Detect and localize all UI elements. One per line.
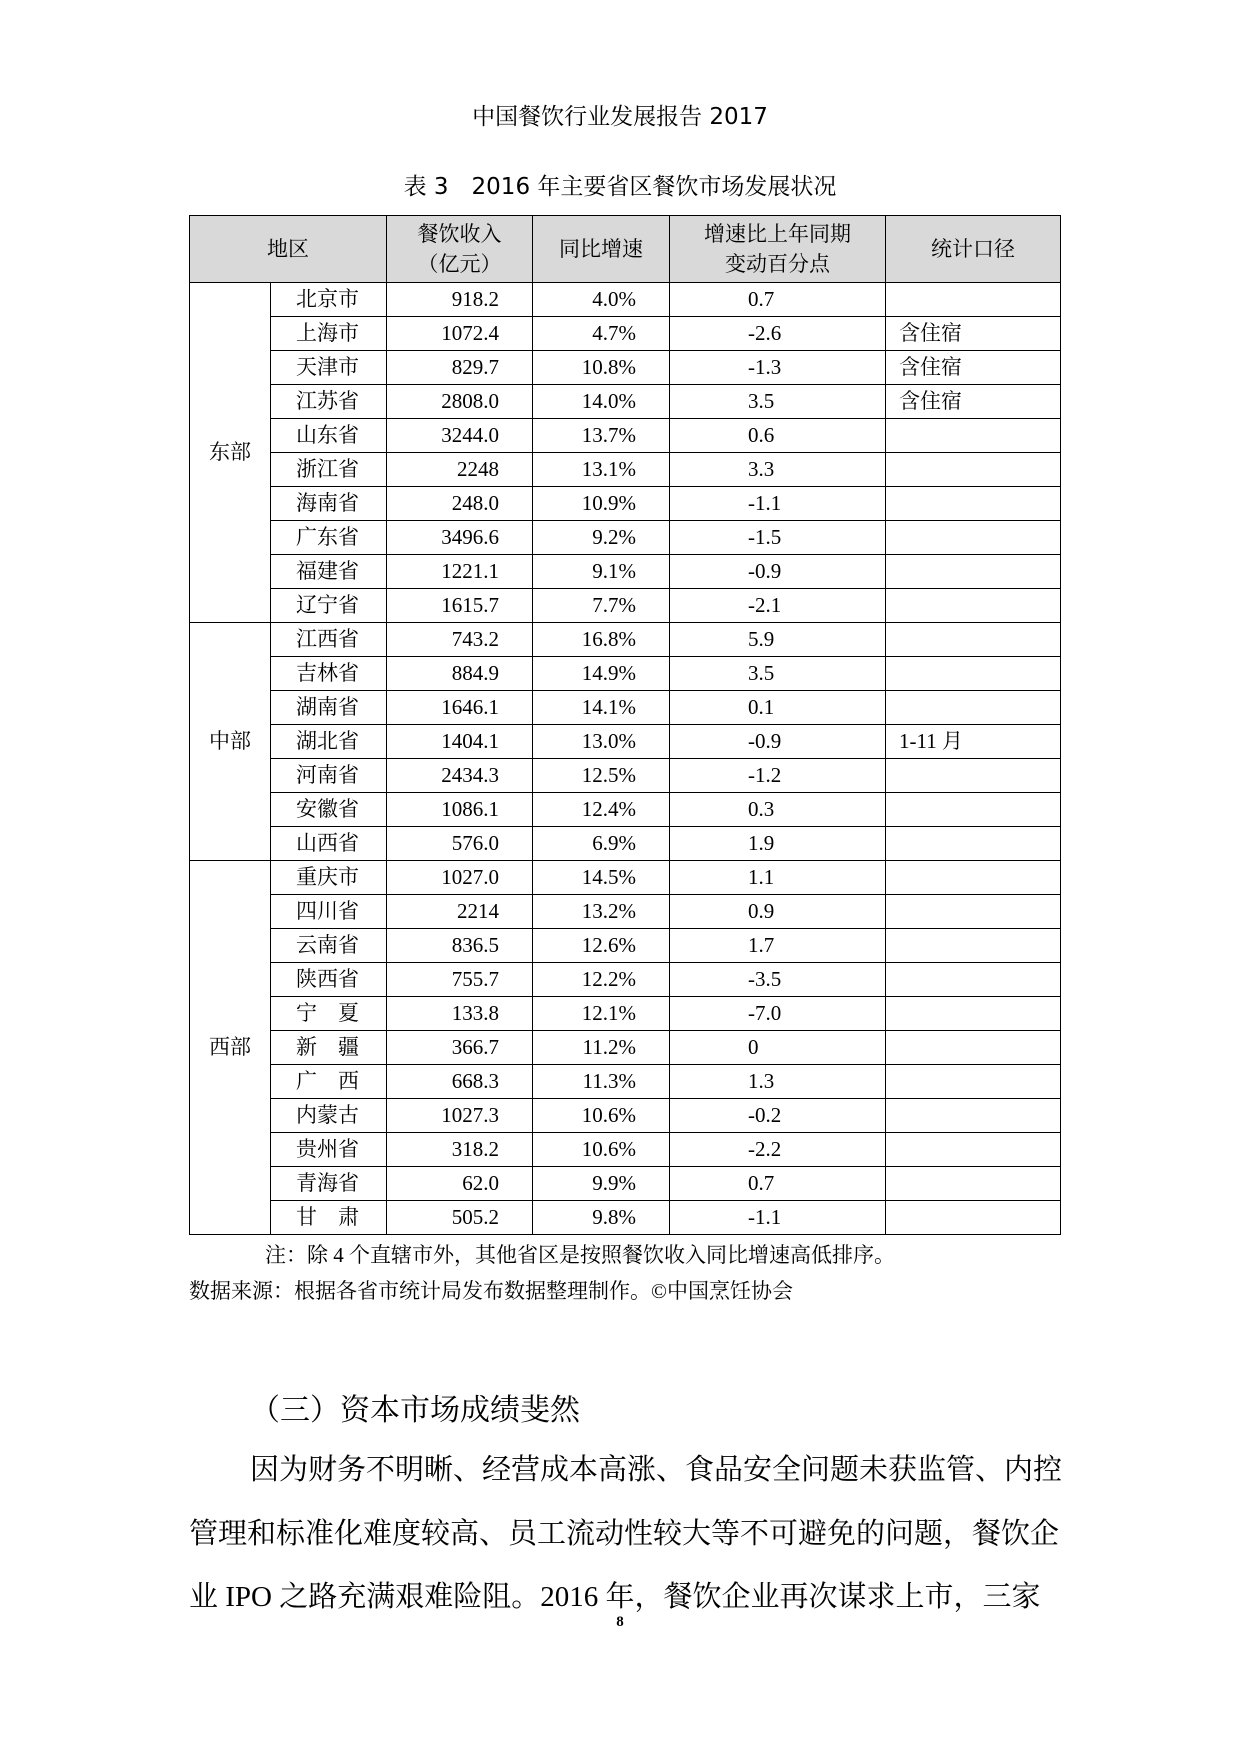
- data-table: [189, 215, 1061, 1235]
- table-row: [190, 929, 1061, 963]
- growth-cell: 9.8%: [533, 1201, 670, 1235]
- revenue-cell: 1615.7: [387, 589, 533, 623]
- change-cell: 1.1: [670, 861, 886, 895]
- province-cell: 贵州省: [271, 1133, 387, 1167]
- revenue-cell: 755.7: [387, 963, 533, 997]
- change-cell: -0.9: [670, 725, 886, 759]
- basis-cell: [886, 589, 1061, 623]
- basis-cell: [886, 521, 1061, 555]
- revenue-cell: 1072.4: [387, 317, 533, 351]
- region-cell: 西部: [190, 861, 271, 1235]
- growth-cell: 7.7%: [533, 589, 670, 623]
- section-heading: （三）资本市场成绩斐然: [250, 1393, 580, 1428]
- change-cell: 1.7: [670, 929, 886, 963]
- revenue-cell: 133.8: [387, 997, 533, 1031]
- basis-cell: [886, 555, 1061, 589]
- revenue-cell: 366.7: [387, 1031, 533, 1065]
- basis-cell: [886, 419, 1061, 453]
- growth-cell: 9.1%: [533, 555, 670, 589]
- growth-cell: 13.1%: [533, 453, 670, 487]
- province-cell: 内蒙古: [271, 1099, 387, 1133]
- province-cell: 广 西: [271, 1065, 387, 1099]
- basis-cell: [886, 929, 1061, 963]
- revenue-cell: 836.5: [387, 929, 533, 963]
- growth-cell: 9.2%: [533, 521, 670, 555]
- revenue-cell: 1404.1: [387, 725, 533, 759]
- table-row: [190, 827, 1061, 861]
- province-cell: 宁 夏: [271, 997, 387, 1031]
- growth-cell: 12.5%: [533, 759, 670, 793]
- change-cell: 0.7: [670, 1167, 886, 1201]
- growth-cell: 12.1%: [533, 997, 670, 1031]
- change-cell: 3.5: [670, 385, 886, 419]
- basis-cell: [886, 1133, 1061, 1167]
- change-cell: 3.5: [670, 657, 886, 691]
- revenue-cell: 2434.3: [387, 759, 533, 793]
- revenue-cell: 918.2: [387, 283, 533, 317]
- basis-cell: 含住宿: [886, 351, 1061, 385]
- table-row: [190, 623, 1061, 657]
- table-row: [190, 1065, 1061, 1099]
- revenue-cell: 3496.6: [387, 521, 533, 555]
- growth-cell: 10.9%: [533, 487, 670, 521]
- table-row: [190, 351, 1061, 385]
- change-cell: -3.5: [670, 963, 886, 997]
- change-cell: -1.1: [670, 1201, 886, 1235]
- province-cell: 山东省: [271, 419, 387, 453]
- growth-cell: 13.2%: [533, 895, 670, 929]
- revenue-cell: 2248: [387, 453, 533, 487]
- header-change: [670, 216, 886, 283]
- table-body: [190, 283, 1061, 1235]
- growth-cell: 4.0%: [533, 283, 670, 317]
- change-cell: 0.7: [670, 283, 886, 317]
- change-cell: -1.1: [670, 487, 886, 521]
- province-cell: 浙江省: [271, 453, 387, 487]
- table-row: [190, 759, 1061, 793]
- change-cell: -0.2: [670, 1099, 886, 1133]
- table-row: [190, 1167, 1061, 1201]
- province-cell: 辽宁省: [271, 589, 387, 623]
- province-cell: 福建省: [271, 555, 387, 589]
- table-row: [190, 963, 1061, 997]
- table-row: [190, 317, 1061, 351]
- basis-cell: [886, 623, 1061, 657]
- growth-cell: 4.7%: [533, 317, 670, 351]
- growth-cell: 12.2%: [533, 963, 670, 997]
- paragraph-line: 管理和标准化难度较高、员工流动性较大等不可避免的问题，餐饮企: [189, 1518, 1060, 1550]
- province-cell: 四川省: [271, 895, 387, 929]
- header-region: 地区: [190, 216, 387, 283]
- basis-cell: [886, 657, 1061, 691]
- table-row: [190, 283, 1061, 317]
- province-cell: 安徽省: [271, 793, 387, 827]
- province-cell: 山西省: [271, 827, 387, 861]
- revenue-cell: 1027.0: [387, 861, 533, 895]
- basis-cell: [886, 283, 1061, 317]
- revenue-cell: 668.3: [387, 1065, 533, 1099]
- region-cell: 东部: [190, 283, 271, 623]
- basis-cell: [886, 1099, 1061, 1133]
- region-cell: 中部: [190, 623, 271, 861]
- table-row: [190, 453, 1061, 487]
- table-row: [190, 1133, 1061, 1167]
- table-row: [190, 793, 1061, 827]
- revenue-cell: 1221.1: [387, 555, 533, 589]
- province-cell: 北京市: [271, 283, 387, 317]
- change-cell: 5.9: [670, 623, 886, 657]
- basis-cell: [886, 827, 1061, 861]
- basis-cell: [886, 895, 1061, 929]
- province-cell: 新 疆: [271, 1031, 387, 1065]
- revenue-cell: 884.9: [387, 657, 533, 691]
- change-cell: 0.9: [670, 895, 886, 929]
- basis-cell: [886, 691, 1061, 725]
- paragraph-line: 因为财务不明晰、经营成本高涨、食品安全问题未获监管、内控: [250, 1454, 1063, 1486]
- basis-cell: [886, 1065, 1061, 1099]
- basis-cell: [886, 997, 1061, 1031]
- basis-cell: 含住宿: [886, 385, 1061, 419]
- province-cell: 湖北省: [271, 725, 387, 759]
- table-row: [190, 385, 1061, 419]
- growth-cell: 10.6%: [533, 1133, 670, 1167]
- table-header-row: [190, 216, 1061, 283]
- growth-cell: 9.9%: [533, 1167, 670, 1201]
- basis-cell: [886, 453, 1061, 487]
- province-cell: 青海省: [271, 1167, 387, 1201]
- growth-cell: 13.0%: [533, 725, 670, 759]
- growth-cell: 11.3%: [533, 1065, 670, 1099]
- table-row: [190, 487, 1061, 521]
- paragraph-line: 业 IPO 之路充满艰难险阻。2016 年，餐饮企业再次谋求上市，三家: [189, 1581, 1041, 1613]
- change-cell: -0.9: [670, 555, 886, 589]
- province-cell: 海南省: [271, 487, 387, 521]
- basis-cell: [886, 1031, 1061, 1065]
- revenue-cell: 1646.1: [387, 691, 533, 725]
- growth-cell: 12.6%: [533, 929, 670, 963]
- province-cell: 上海市: [271, 317, 387, 351]
- province-cell: 湖南省: [271, 691, 387, 725]
- table-row: [190, 997, 1061, 1031]
- table-row: [190, 1031, 1061, 1065]
- province-cell: 云南省: [271, 929, 387, 963]
- change-cell: 0.3: [670, 793, 886, 827]
- growth-cell: 6.9%: [533, 827, 670, 861]
- growth-cell: 10.8%: [533, 351, 670, 385]
- growth-cell: 10.6%: [533, 1099, 670, 1133]
- running-header: 中国餐饮行业发展报告 2017: [472, 104, 768, 130]
- growth-cell: 11.2%: [533, 1031, 670, 1065]
- revenue-cell: 1086.1: [387, 793, 533, 827]
- header-growth: 同比增速: [533, 216, 670, 283]
- growth-cell: 14.9%: [533, 657, 670, 691]
- revenue-cell: 505.2: [387, 1201, 533, 1235]
- growth-cell: 12.4%: [533, 793, 670, 827]
- table-row: [190, 1099, 1061, 1133]
- basis-cell: [886, 487, 1061, 521]
- change-cell: 0.6: [670, 419, 886, 453]
- header-change-line1: 增速比上年同期: [704, 222, 851, 246]
- revenue-cell: 576.0: [387, 827, 533, 861]
- header-revenue: [387, 216, 533, 283]
- change-cell: -2.1: [670, 589, 886, 623]
- change-cell: -1.3: [670, 351, 886, 385]
- revenue-cell: 743.2: [387, 623, 533, 657]
- revenue-cell: 2214: [387, 895, 533, 929]
- growth-cell: 16.8%: [533, 623, 670, 657]
- revenue-cell: 248.0: [387, 487, 533, 521]
- growth-cell: 14.1%: [533, 691, 670, 725]
- header-revenue-line1: 餐饮收入: [417, 222, 502, 246]
- header-revenue-line2: （亿元）: [417, 252, 502, 276]
- header-change-line2: 变动百分点: [725, 252, 830, 276]
- revenue-cell: 318.2: [387, 1133, 533, 1167]
- table-row: [190, 1201, 1061, 1235]
- change-cell: 1.3: [670, 1065, 886, 1099]
- province-cell: 河南省: [271, 759, 387, 793]
- change-cell: 1.9: [670, 827, 886, 861]
- table-source: 数据来源：根据各省市统计局发布数据整理制作。©中国烹饪协会: [189, 1279, 793, 1303]
- change-cell: -2.6: [670, 317, 886, 351]
- change-cell: -1.2: [670, 759, 886, 793]
- province-cell: 重庆市: [271, 861, 387, 895]
- change-cell: -7.0: [670, 997, 886, 1031]
- table-row: [190, 725, 1061, 759]
- province-cell: 吉林省: [271, 657, 387, 691]
- basis-cell: [886, 793, 1061, 827]
- change-cell: 0: [670, 1031, 886, 1065]
- change-cell: 0.1: [670, 691, 886, 725]
- table-row: [190, 657, 1061, 691]
- revenue-cell: 2808.0: [387, 385, 533, 419]
- province-cell: 广东省: [271, 521, 387, 555]
- basis-cell: [886, 963, 1061, 997]
- revenue-cell: 62.0: [387, 1167, 533, 1201]
- province-cell: 甘 肃: [271, 1201, 387, 1235]
- province-cell: 江西省: [271, 623, 387, 657]
- revenue-cell: 829.7: [387, 351, 533, 385]
- basis-cell: [886, 1167, 1061, 1201]
- table-row: [190, 589, 1061, 623]
- province-cell: 陕西省: [271, 963, 387, 997]
- growth-cell: 14.0%: [533, 385, 670, 419]
- revenue-cell: 1027.3: [387, 1099, 533, 1133]
- table-row: [190, 861, 1061, 895]
- change-cell: -1.5: [670, 521, 886, 555]
- change-cell: -2.2: [670, 1133, 886, 1167]
- table-row: [190, 419, 1061, 453]
- table-row: [190, 521, 1061, 555]
- revenue-cell: 3244.0: [387, 419, 533, 453]
- basis-cell: 含住宿: [886, 317, 1061, 351]
- province-cell: 天津市: [271, 351, 387, 385]
- header-basis: 统计口径: [886, 216, 1061, 283]
- growth-cell: 14.5%: [533, 861, 670, 895]
- page-number: 8: [616, 1614, 624, 1630]
- table-row: [190, 691, 1061, 725]
- basis-cell: [886, 1201, 1061, 1235]
- change-cell: 3.3: [670, 453, 886, 487]
- basis-cell: [886, 759, 1061, 793]
- basis-cell: [886, 861, 1061, 895]
- basis-cell: 1-11 月: [886, 725, 1061, 759]
- growth-cell: 13.7%: [533, 419, 670, 453]
- table-row: [190, 555, 1061, 589]
- province-cell: 江苏省: [271, 385, 387, 419]
- table-note: 注：除 4 个直辖市外，其他省区是按照餐饮收入同比增速高低排序。: [265, 1243, 895, 1267]
- table-row: [190, 895, 1061, 929]
- table-caption: 表 3 2016 年主要省区餐饮市场发展状况: [403, 174, 837, 200]
